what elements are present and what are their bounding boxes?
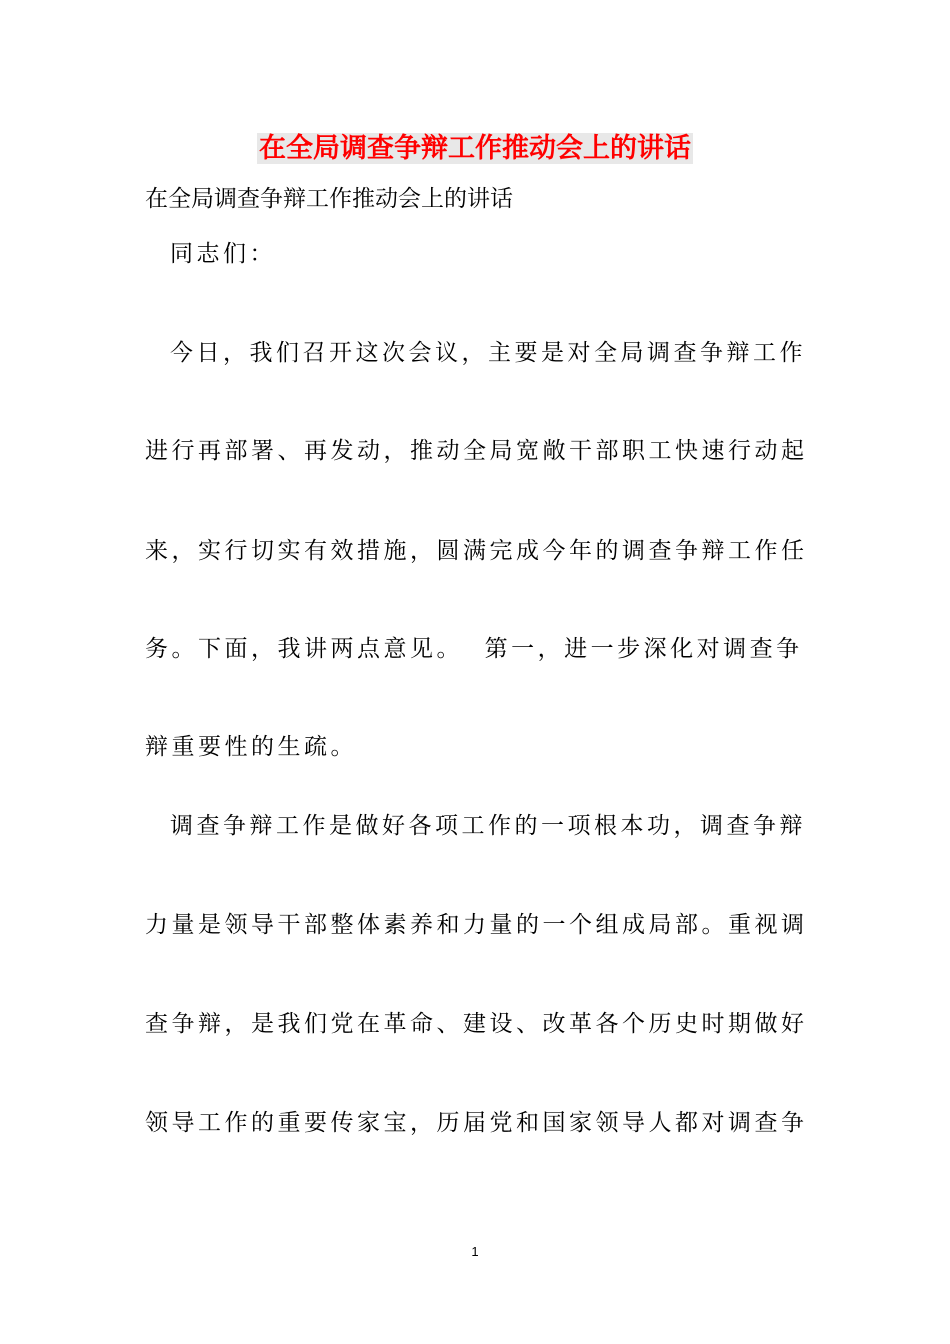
document-title-text: 在全局调查争辩工作推动会上的讲话 bbox=[259, 133, 691, 164]
document-title bbox=[0, 130, 950, 168]
salutation: 同志们： bbox=[170, 241, 276, 267]
paragraph-line: 务。下面，我讲两点意见。 第一，进一步深化对调查争 bbox=[145, 636, 803, 662]
paragraph-line: 辩重要性的生疏。 bbox=[145, 734, 357, 760]
paragraph-line: 今日，我们召开这次会议，主要是对全局调查争辩工作 bbox=[170, 340, 806, 366]
paragraph-line: 调查争辩工作是做好各项工作的一项根本功，调查争辩 bbox=[170, 813, 806, 839]
paragraph-line: 领导工作的重要传家宝，历届党和国家领导人都对调查争 bbox=[145, 1110, 808, 1136]
document-subtitle: 在全局调查争辩工作推动会上的讲话 bbox=[145, 186, 513, 212]
paragraph-line: 力量是领导干部整体素养和力量的一个组成局部。重视调 bbox=[145, 912, 808, 938]
paragraph-line: 进行再部署、再发动，推动全局宽敞干部职工快速行动起 bbox=[145, 438, 808, 464]
page-number: 1 bbox=[471, 1244, 479, 1259]
paragraph-line: 查争辩，是我们党在革命、建设、改革各个历史时期做好 bbox=[145, 1011, 808, 1037]
paragraph-line: 来，实行切实有效措施，圆满完成今年的调查争辩工作任 bbox=[145, 538, 808, 564]
